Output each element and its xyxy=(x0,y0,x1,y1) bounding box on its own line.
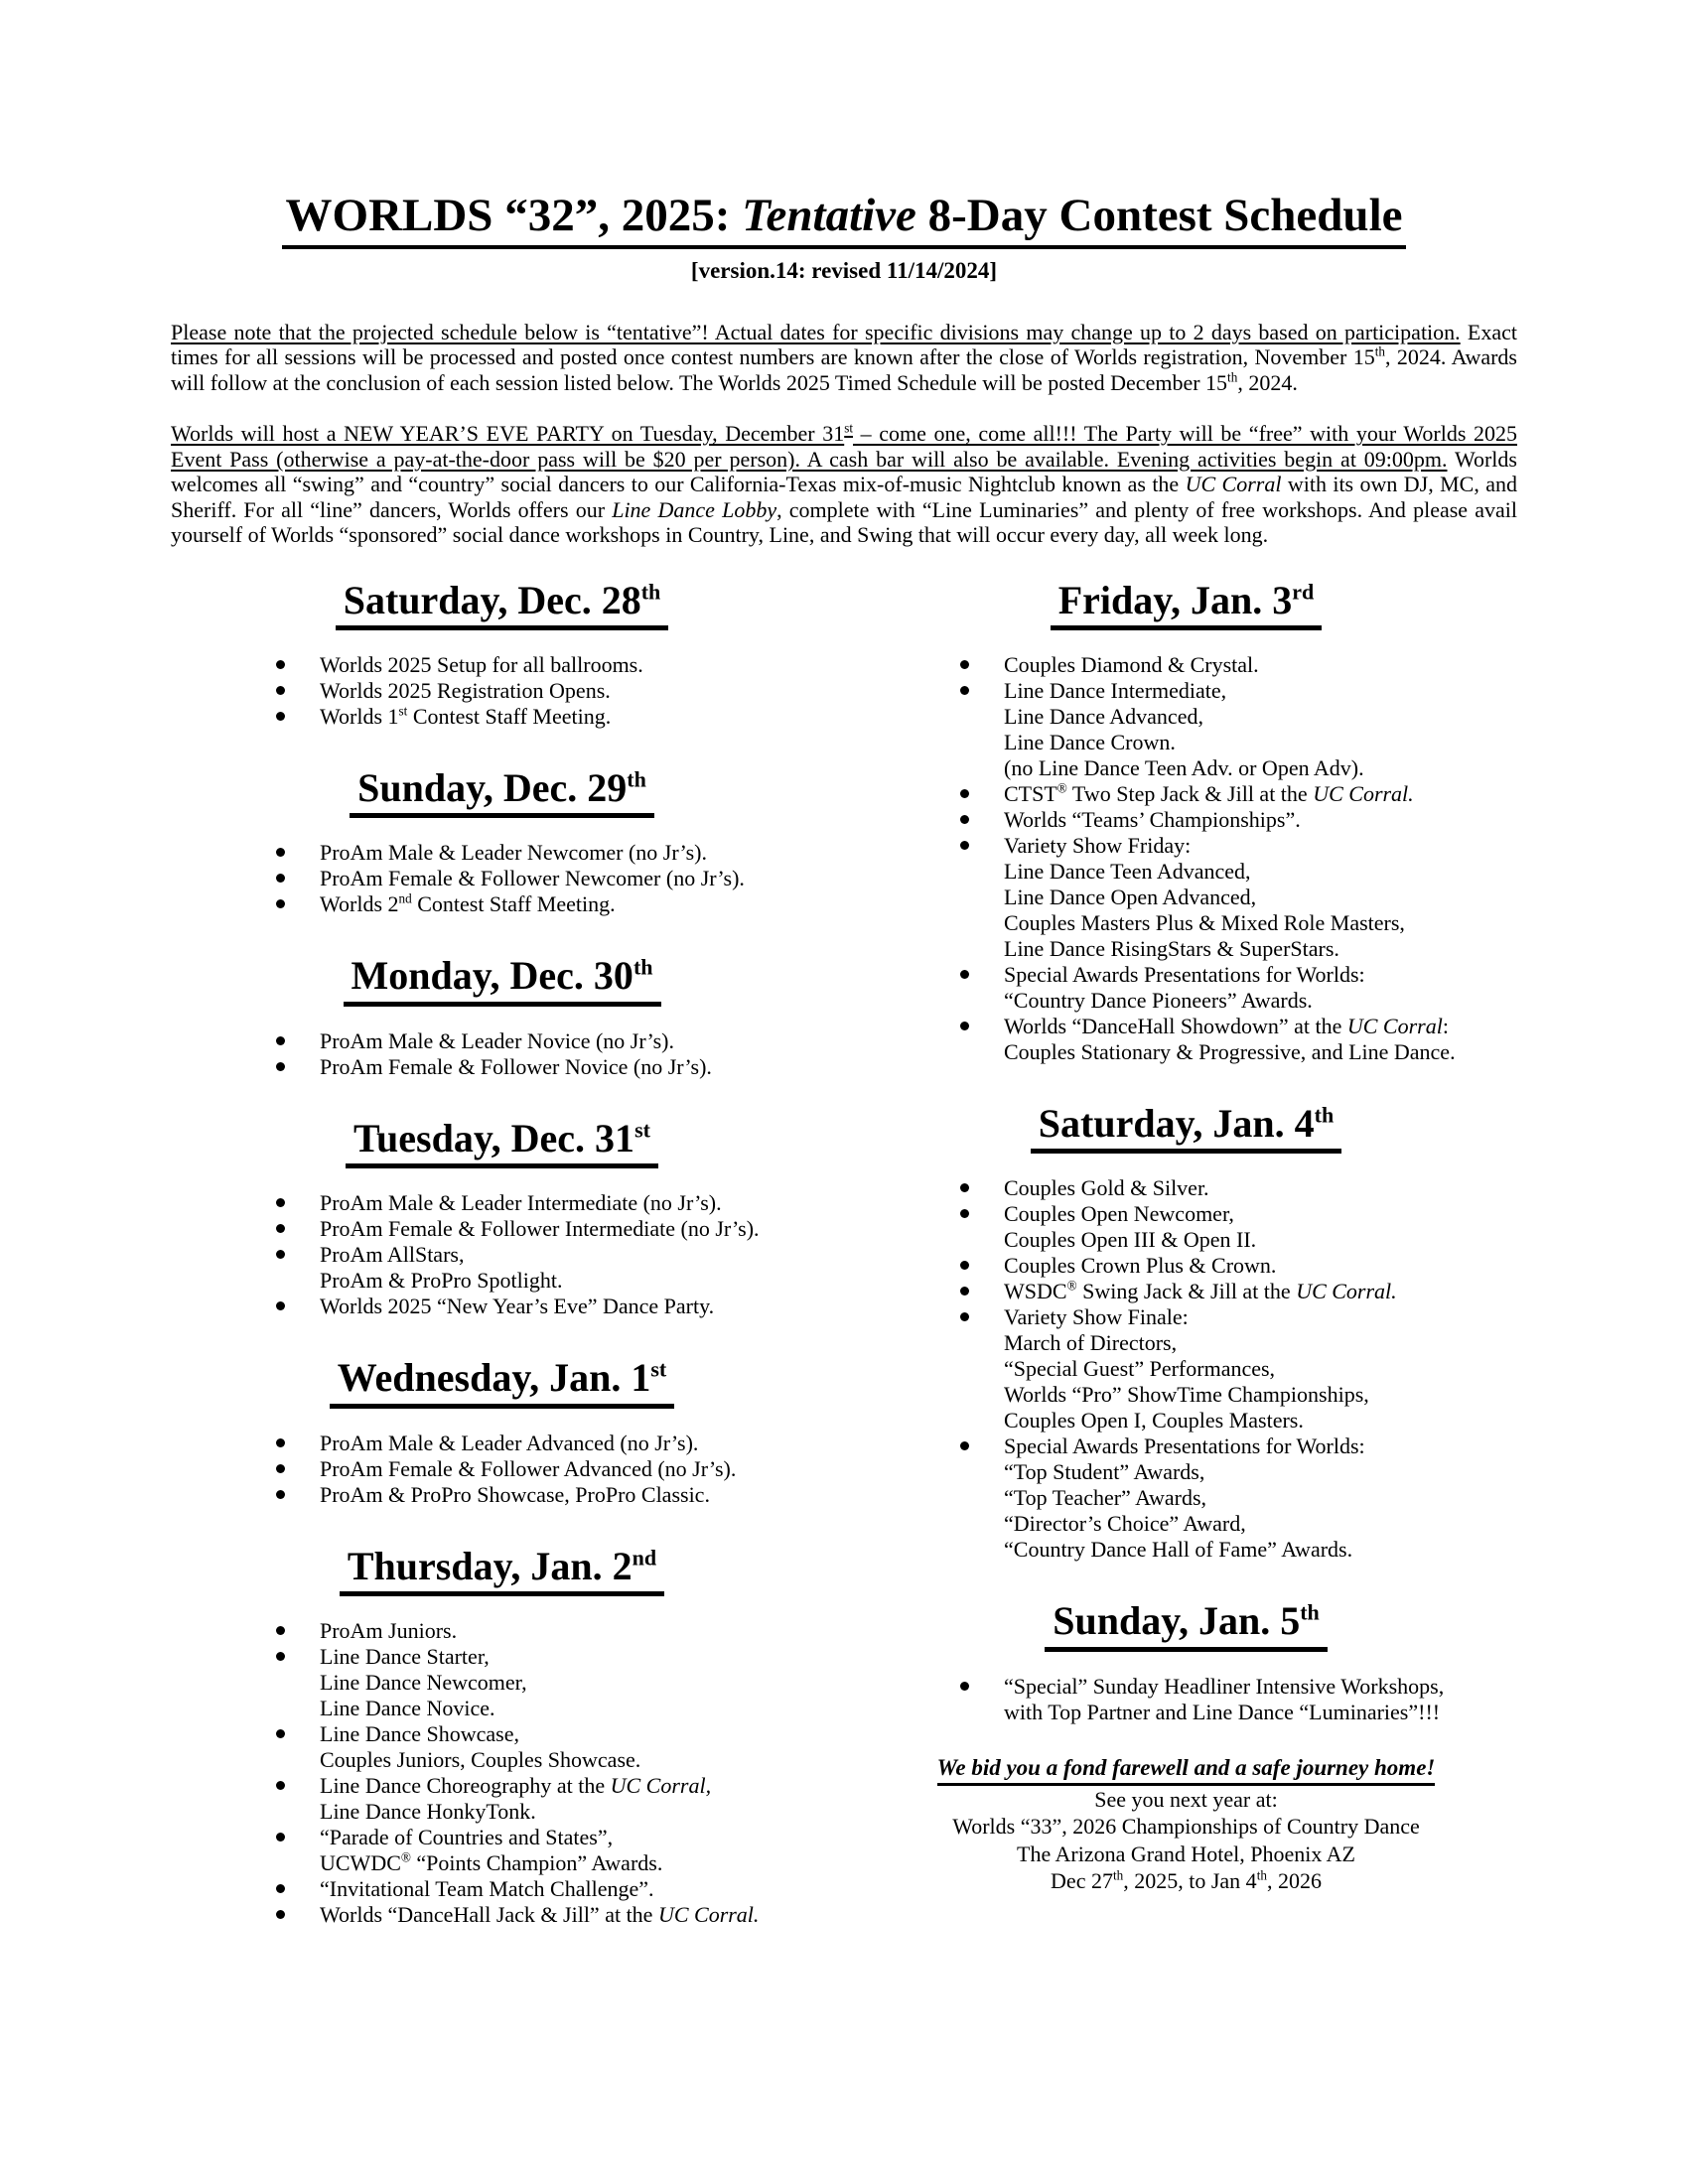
event-line xyxy=(1004,1304,1517,1330)
event-item xyxy=(855,833,1517,962)
event-line xyxy=(320,1456,833,1482)
superscript-text: ® xyxy=(400,1849,411,1865)
text-segment: Couples Open Newcomer, xyxy=(1004,1201,1234,1227)
day-heading-main: Saturday, Dec. 28 xyxy=(343,577,641,622)
event-list xyxy=(171,1431,833,1508)
bullet-icon xyxy=(960,815,969,824)
event-item xyxy=(171,1028,833,1054)
bullet-icon xyxy=(960,789,969,798)
text-segment: Tentative xyxy=(742,190,916,241)
event-line xyxy=(1004,1039,1517,1065)
superscript-text: nd xyxy=(398,891,412,907)
text-segment: Worlds 2025 Registration Opens. xyxy=(320,678,611,704)
closing-line xyxy=(855,1867,1517,1895)
text-segment: UC Corral xyxy=(1346,1014,1443,1039)
text-segment: “Invitational Team Match Challenge”. xyxy=(320,1876,654,1902)
text-segment: Worlds welcomes all “swing” and “country” social dancers to our California-Texas mix-of-music Nightclub known as the xyxy=(171,446,1517,497)
day-heading xyxy=(171,1543,833,1596)
event-line xyxy=(320,1431,833,1456)
text-segment: ProAm Female & Follower Advanced (no Jr’s). xyxy=(320,1455,737,1481)
text-segment: Worlds 1 xyxy=(320,704,399,730)
schedule-column-left xyxy=(171,578,833,1928)
bullet-icon xyxy=(960,1209,969,1218)
text-segment: Line Dance HonkyTonk. xyxy=(320,1799,536,1825)
bullet-icon xyxy=(276,1062,285,1071)
event-line xyxy=(320,1294,833,1319)
text-segment: Line Dance Choreography at the xyxy=(320,1773,611,1799)
text-segment: Special Awards Presentations for Worlds: xyxy=(1004,962,1365,988)
day-heading-ordinal: th xyxy=(627,766,646,792)
day-heading-text xyxy=(336,577,669,630)
event-item xyxy=(171,1618,833,1644)
bullet-icon xyxy=(960,1287,969,1296)
text-segment: Worlds “Teams’ Championships”. xyxy=(1004,807,1301,833)
day-heading xyxy=(855,577,1517,630)
text-segment: UC Corral xyxy=(1185,472,1282,497)
event-item xyxy=(171,1431,833,1456)
text-segment: , 2026 xyxy=(1266,1868,1322,1894)
day-heading-ordinal: st xyxy=(634,1117,650,1143)
intro-paragraph xyxy=(171,320,1517,396)
event-line xyxy=(1004,1201,1517,1227)
text-segment: Line Dance Lobby xyxy=(612,496,777,522)
text-segment: Couples Crown Plus & Crown. xyxy=(1004,1253,1277,1279)
text-segment: Line Dance Open Advanced, xyxy=(1004,885,1257,910)
text-segment: Exact times for all sessions will be processed and posted once contest numbers are known after the close of Worlds registration, November 15 xyxy=(171,319,1517,370)
bullet-icon xyxy=(276,1490,285,1499)
text-segment: “Parade of Countries and States”, xyxy=(320,1825,614,1850)
text-segment: ProAm & ProPro Spotlight. xyxy=(320,1268,563,1294)
text-segment: , 2024. xyxy=(1237,369,1298,395)
event-item xyxy=(171,1482,833,1508)
day-heading-text xyxy=(1031,1103,1341,1154)
text-segment: Line Dance Showcase, xyxy=(320,1721,519,1747)
day-heading-ordinal: st xyxy=(650,1356,667,1382)
superscript-text: st xyxy=(844,420,853,436)
text-segment: “Top Teacher” Awards, xyxy=(1004,1485,1207,1511)
bullet-icon xyxy=(276,1036,285,1045)
text-segment: ProAm Female & Follower Novice (no Jr’s). xyxy=(320,1053,712,1079)
text-segment: “Director’s Choice” Award, xyxy=(1004,1511,1246,1537)
event-line xyxy=(1004,1382,1517,1408)
event-item xyxy=(171,866,833,891)
event-list xyxy=(855,1175,1517,1563)
event-line xyxy=(320,1747,833,1773)
event-list xyxy=(855,652,1517,1065)
text-segment: ProAm Female & Follower Newcomer (no Jr’s). xyxy=(320,866,745,891)
bullet-icon xyxy=(960,970,969,979)
schedule-column-right xyxy=(855,578,1517,1928)
event-item xyxy=(171,1054,833,1080)
text-segment: “Special” Sunday Headliner Intensive Workshops, xyxy=(1004,1673,1445,1699)
text-segment: Line Dance Newcomer, xyxy=(320,1670,527,1696)
text-segment: Variety Show Friday: xyxy=(1004,833,1192,859)
event-line xyxy=(1004,678,1517,704)
document-title xyxy=(171,191,1517,249)
event-line xyxy=(1004,1408,1517,1433)
event-item xyxy=(855,1433,1517,1563)
text-segment: Swing Jack & Jill at the xyxy=(1076,1279,1297,1304)
day-heading xyxy=(171,1115,833,1168)
event-list xyxy=(171,1028,833,1080)
bullet-icon xyxy=(276,1301,285,1310)
event-line xyxy=(320,1268,833,1294)
text-segment: “Points Champion” Awards. xyxy=(410,1850,663,1876)
text-segment: , 2024. Awards will follow at the conclusion of each session listed below. The Worlds 2025 Timed Schedule will be posted December 15 xyxy=(171,344,1517,395)
text-segment: ProAm Female & Follower Intermediate (no Jr’s). xyxy=(320,1216,760,1242)
event-line xyxy=(320,1799,833,1825)
text-segment: Worlds 2025 Setup for all ballrooms. xyxy=(320,652,643,678)
event-item xyxy=(171,1825,833,1876)
bullet-icon xyxy=(960,1183,969,1192)
day-heading-text xyxy=(344,955,661,1006)
bullet-icon xyxy=(960,1682,969,1691)
day-heading xyxy=(171,955,833,1006)
text-segment: Couples Juniors, Couples Showcase. xyxy=(320,1747,641,1773)
text-segment: ProAm Juniors. xyxy=(320,1618,458,1644)
event-line xyxy=(1004,1459,1517,1485)
text-segment: Couples Open I, Couples Masters. xyxy=(1004,1408,1304,1433)
text-segment: Line Dance Teen Advanced, xyxy=(1004,859,1251,885)
text-segment: Contest Staff Meeting. xyxy=(407,704,612,730)
event-list xyxy=(171,1618,833,1928)
text-segment: ProAm Male & Leader Novice (no Jr’s). xyxy=(320,1027,674,1053)
day-heading-main: Wednesday, Jan. 1 xyxy=(337,1355,651,1401)
event-line xyxy=(1004,781,1517,807)
text-segment: Worlds 2 xyxy=(320,891,399,917)
event-line xyxy=(320,891,833,917)
day-heading-main: Sunday, Dec. 29 xyxy=(357,765,628,811)
day-heading xyxy=(171,1357,833,1408)
event-line xyxy=(1004,704,1517,730)
event-line xyxy=(320,1850,833,1876)
event-line xyxy=(1004,885,1517,910)
text-segment: , 2025, to Jan 4 xyxy=(1123,1868,1257,1894)
text-segment: Couples Open III & Open II. xyxy=(1004,1227,1257,1253)
event-list xyxy=(855,1674,1517,1725)
bullet-icon xyxy=(276,848,285,857)
text-segment: Couples Diamond & Crystal. xyxy=(1004,652,1259,678)
text-segment: Line Dance Novice. xyxy=(320,1696,495,1721)
event-line xyxy=(1004,936,1517,962)
day-heading-ordinal: th xyxy=(633,955,653,981)
bullet-icon xyxy=(276,1626,285,1635)
event-line xyxy=(320,1721,833,1747)
day-heading-ordinal: nd xyxy=(632,1545,657,1570)
text-segment: Line Dance RisingStars & SuperStars. xyxy=(1004,936,1339,962)
event-item xyxy=(855,652,1517,678)
text-segment: Worlds “DanceHall Showdown” at the xyxy=(1004,1014,1347,1039)
bullet-icon xyxy=(276,1198,285,1207)
text-segment: ProAm Male & Leader Advanced (no Jr’s). xyxy=(320,1430,699,1455)
event-line xyxy=(1004,1253,1517,1279)
event-line xyxy=(320,866,833,891)
text-segment: See you next year at: xyxy=(1094,1786,1278,1812)
bullet-icon xyxy=(276,899,285,908)
text-segment: “Country Dance Hall of Fame” Awards. xyxy=(1004,1537,1353,1563)
text-segment: Special Awards Presentations for Worlds: xyxy=(1004,1433,1365,1459)
event-item xyxy=(171,891,833,917)
event-line xyxy=(320,1670,833,1696)
text-segment: UC Corral. xyxy=(1313,781,1414,807)
text-segment: 8-Day Contest Schedule xyxy=(915,190,1403,241)
event-item xyxy=(855,1304,1517,1433)
event-line xyxy=(1004,910,1517,936)
event-item xyxy=(855,1674,1517,1725)
event-item xyxy=(855,807,1517,833)
text-segment: Worlds “Pro” ShowTime Championships, xyxy=(1004,1382,1369,1408)
bullet-icon xyxy=(276,1729,285,1738)
text-segment: Worlds “DanceHall Jack & Jill” at the xyxy=(320,1902,658,1928)
event-line xyxy=(320,1482,833,1508)
bullet-icon xyxy=(276,1250,285,1259)
event-item xyxy=(855,1175,1517,1201)
bullet-icon xyxy=(276,1652,285,1661)
day-heading-text xyxy=(1045,1600,1328,1651)
bullet-icon xyxy=(276,1438,285,1447)
event-item xyxy=(171,1216,833,1242)
closing-line xyxy=(855,1841,1517,1868)
event-item xyxy=(171,1644,833,1721)
text-segment: WSDC xyxy=(1004,1279,1067,1304)
event-item xyxy=(855,1014,1517,1065)
text-segment: Couples Stationary & Progressive, and Line Dance. xyxy=(1004,1039,1456,1065)
event-line xyxy=(320,1825,833,1850)
bullet-icon xyxy=(276,1464,285,1473)
day-heading-text xyxy=(350,767,654,818)
bullet-icon xyxy=(960,660,969,669)
text-segment: UC Corral, xyxy=(610,1773,712,1799)
event-line xyxy=(1004,1674,1517,1700)
event-item xyxy=(855,1253,1517,1279)
text-segment: UC Corral. xyxy=(657,1902,760,1928)
text-segment: Contest Staff Meeting. xyxy=(411,891,616,917)
day-heading-ordinal: th xyxy=(1300,1600,1320,1626)
closing-line xyxy=(855,1813,1517,1841)
bullet-icon xyxy=(276,1833,285,1842)
event-item xyxy=(171,1294,833,1319)
text-segment: The Arizona Grand Hotel, Phoenix AZ xyxy=(1017,1841,1355,1866)
superscript-text: ® xyxy=(1056,780,1067,796)
text-segment: with its own DJ, MC, and Sheriff. For all “line” dancers, Worlds offers our xyxy=(171,472,1517,522)
text-segment: ProAm Male & Leader Newcomer (no Jr’s). xyxy=(320,840,707,866)
day-heading xyxy=(855,1600,1517,1651)
intro-paragraph xyxy=(171,421,1517,548)
text-segment: March of Directors, xyxy=(1004,1330,1178,1356)
event-line xyxy=(1004,1279,1517,1304)
event-line xyxy=(320,1902,833,1928)
day-heading-main: Monday, Dec. 30 xyxy=(351,953,633,999)
event-item xyxy=(171,1190,833,1216)
text-segment: Worlds 2025 “New Year’s Eve” Dance Party. xyxy=(320,1294,715,1319)
event-item xyxy=(171,1876,833,1902)
event-item xyxy=(171,678,833,704)
bullet-icon xyxy=(960,686,969,695)
text-segment: Variety Show Finale: xyxy=(1004,1304,1189,1330)
event-line xyxy=(320,1028,833,1054)
event-item xyxy=(171,840,833,866)
event-line xyxy=(320,704,833,730)
text-segment: (no Line Dance Teen Adv. or Open Adv). xyxy=(1004,755,1364,781)
bullet-icon xyxy=(276,874,285,883)
text-segment: Worlds “33”, 2026 Championships of Country Dance xyxy=(952,1814,1420,1840)
text-segment: Couples Gold & Silver. xyxy=(1004,1175,1209,1201)
event-line xyxy=(320,678,833,704)
day-heading-main: Saturday, Jan. 4 xyxy=(1038,1101,1315,1147)
day-heading-text xyxy=(1051,577,1323,630)
bullet-icon xyxy=(960,1312,969,1321)
day-heading-main: Friday, Jan. 3 xyxy=(1057,577,1293,622)
text-segment: , complete with “Line Luminaries” and plenty of free workshops. And please avail yourself of Worlds “sponsored” social dance workshops in Country, Line, and Swing that will occur every day, all week long. xyxy=(171,496,1517,548)
bullet-icon xyxy=(276,660,285,669)
schedule-columns xyxy=(171,578,1517,1928)
event-list xyxy=(171,652,833,730)
event-item xyxy=(171,1721,833,1773)
event-line xyxy=(1004,1227,1517,1253)
text-segment: ProAm Male & Leader Intermediate (no Jr’s). xyxy=(320,1190,722,1216)
day-heading-ordinal: th xyxy=(640,579,661,605)
text-segment: Worlds will host a NEW YEAR’S EVE PARTY on Tuesday, December 31 xyxy=(171,421,845,447)
text-segment: with Top Partner and Line Dance “Luminaries”!!! xyxy=(1004,1699,1441,1724)
event-line xyxy=(1004,1175,1517,1201)
day-heading-main: Thursday, Jan. 2 xyxy=(347,1543,633,1588)
text-segment: CTST xyxy=(1004,781,1057,807)
event-item xyxy=(855,678,1517,781)
event-line xyxy=(1004,1433,1517,1459)
superscript-text: th xyxy=(1112,1868,1124,1884)
text-segment: UC Corral. xyxy=(1296,1279,1397,1304)
event-line xyxy=(1004,807,1517,833)
event-line xyxy=(1004,833,1517,859)
event-line xyxy=(1004,1485,1517,1511)
event-item xyxy=(171,704,833,730)
event-line xyxy=(1004,988,1517,1014)
event-list xyxy=(171,1190,833,1319)
bullet-icon xyxy=(276,686,285,695)
day-heading xyxy=(855,1103,1517,1154)
closing-line xyxy=(855,1786,1517,1814)
event-item xyxy=(171,1902,833,1928)
event-item xyxy=(855,962,1517,1014)
event-line xyxy=(1004,962,1517,988)
superscript-text: st xyxy=(398,703,408,719)
day-heading-ordinal: th xyxy=(1314,1102,1335,1128)
event-line xyxy=(1004,730,1517,755)
day-heading-text xyxy=(340,1543,664,1596)
event-item xyxy=(855,1279,1517,1304)
event-item xyxy=(855,781,1517,807)
text-segment: Line Dance Crown. xyxy=(1004,730,1176,755)
text-segment: Line Dance Starter, xyxy=(320,1644,490,1670)
closing-lines xyxy=(855,1786,1517,1895)
event-line xyxy=(1004,755,1517,781)
superscript-text: ® xyxy=(1066,1279,1077,1295)
event-line xyxy=(320,1618,833,1644)
text-segment: ProAm & ProPro Showcase, ProPro Classic. xyxy=(320,1481,710,1507)
event-line xyxy=(320,1054,833,1080)
event-line xyxy=(320,652,833,678)
event-item xyxy=(171,1242,833,1294)
text-segment: Two Step Jack & Jill at the xyxy=(1066,781,1314,807)
event-line xyxy=(1004,1356,1517,1382)
event-line xyxy=(1004,1537,1517,1563)
event-line xyxy=(1004,1511,1517,1537)
farewell-line xyxy=(855,1755,1517,1786)
text-segment: “Special Guest” Performances, xyxy=(1004,1356,1276,1382)
day-heading-main: Tuesday, Dec. 31 xyxy=(353,1115,635,1160)
farewell-text: We bid you a fond farewell and a safe journey home! xyxy=(937,1755,1436,1786)
text-segment: WORLDS “32”, 2025: xyxy=(285,190,743,241)
bullet-icon xyxy=(960,841,969,850)
superscript-text: th xyxy=(1256,1868,1267,1884)
bullet-icon xyxy=(960,1261,969,1270)
day-heading xyxy=(171,767,833,818)
superscript-text: th xyxy=(1227,369,1238,385)
day-heading-ordinal: rd xyxy=(1292,579,1315,605)
text-segment: Dec 27 xyxy=(1051,1868,1113,1894)
day-heading-main: Sunday, Jan. 5 xyxy=(1053,1598,1301,1644)
bullet-icon xyxy=(276,1910,285,1919)
event-line xyxy=(320,1773,833,1799)
event-line xyxy=(1004,1014,1517,1039)
bullet-icon xyxy=(960,1441,969,1450)
text-segment: – come one, come all!!! The Party will be “free” with your Worlds 2025 Event Pass (otherwise a pay-at-the-door pass will be $20 per person). A cash bar will also be available. Evening activities begin at 09:00pm. xyxy=(171,421,1517,472)
event-list xyxy=(171,840,833,917)
event-line xyxy=(1004,859,1517,885)
text-segment: “Country Dance Pioneers” Awards. xyxy=(1004,988,1313,1014)
event-line xyxy=(320,840,833,866)
text-segment: ProAm AllStars, xyxy=(320,1242,465,1268)
text-segment: Couples Masters Plus & Mixed Role Masters, xyxy=(1004,910,1405,936)
superscript-text: th xyxy=(1374,343,1386,359)
event-item xyxy=(855,1201,1517,1253)
event-line xyxy=(1004,1700,1517,1725)
event-line xyxy=(320,1216,833,1242)
day-heading-text xyxy=(346,1115,658,1168)
document-title-text xyxy=(282,191,1407,249)
bullet-icon xyxy=(276,1884,285,1893)
bullet-icon xyxy=(276,1781,285,1790)
event-line xyxy=(320,1644,833,1670)
event-line xyxy=(320,1696,833,1721)
text-segment: Please note that the projected schedule below is “tentative”! Actual dates for specific divisions may change up to 2 days based on participation. xyxy=(171,319,1461,344)
bullet-icon xyxy=(960,1022,969,1030)
event-item xyxy=(171,1773,833,1825)
day-heading-text xyxy=(330,1357,675,1408)
intro-paragraphs xyxy=(171,320,1517,548)
version-line: [version.14: revised 11/14/2024] xyxy=(690,257,998,283)
event-item xyxy=(171,652,833,678)
event-item xyxy=(171,1456,833,1482)
event-line xyxy=(320,1242,833,1268)
text-segment: : xyxy=(1442,1014,1449,1039)
event-line xyxy=(320,1876,833,1902)
event-line xyxy=(1004,1330,1517,1356)
event-line xyxy=(1004,652,1517,678)
bullet-icon xyxy=(276,712,285,721)
text-segment: UCWDC xyxy=(320,1850,401,1876)
text-segment: “Top Student” Awards, xyxy=(1004,1459,1205,1485)
text-segment: Line Dance Advanced, xyxy=(1004,704,1203,730)
bullet-icon xyxy=(276,1224,285,1233)
text-segment: Line Dance Intermediate, xyxy=(1004,678,1227,704)
event-line xyxy=(320,1190,833,1216)
day-heading xyxy=(171,577,833,630)
